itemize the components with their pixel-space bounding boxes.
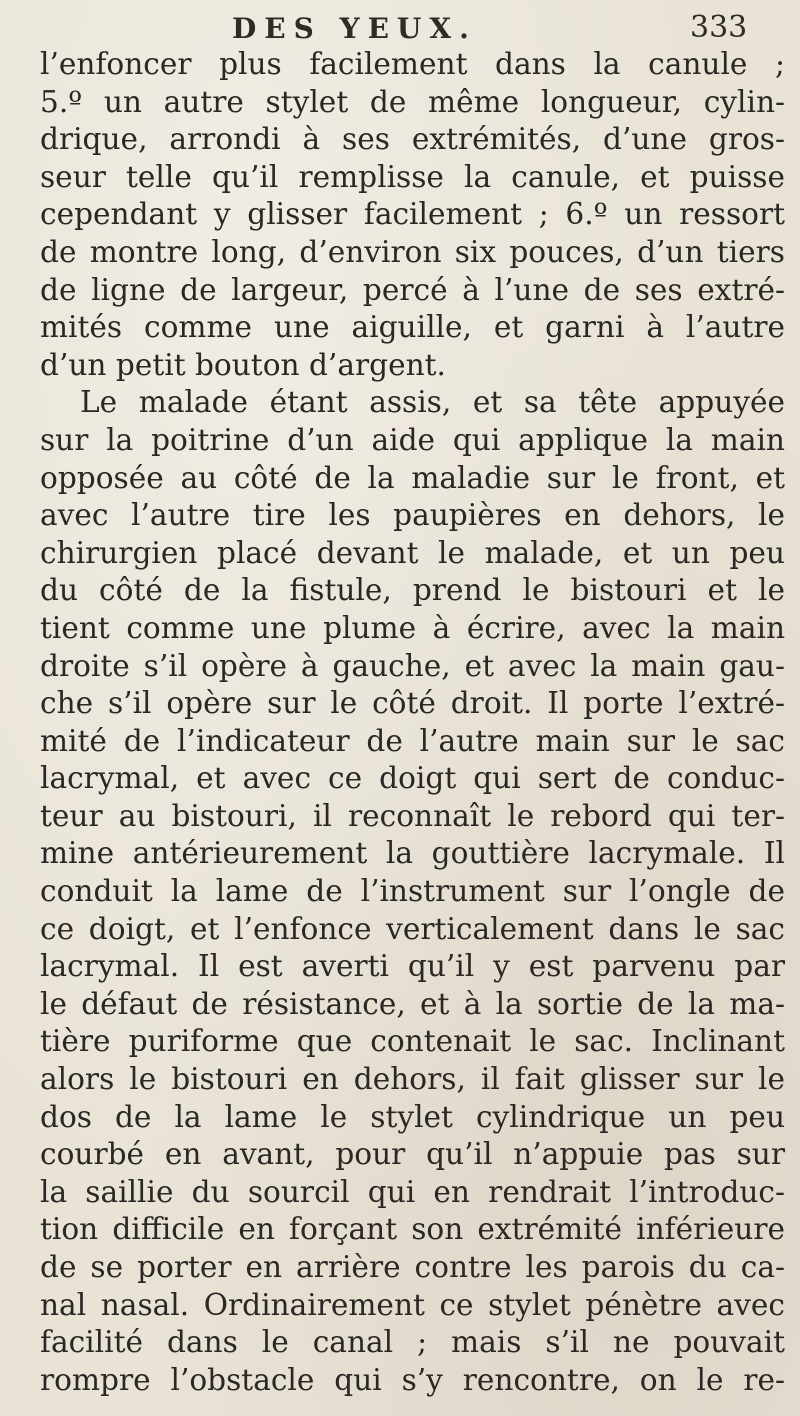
text-line: courbé en avant, pour qu’il n’appuie pas sur <box>40 1137 785 1172</box>
text-line: chirurgien placé devant le malade, et un peu <box>40 535 785 570</box>
text-line: mité de l’indicateur de l’autre main sur le sac <box>40 723 785 758</box>
text-line: cependant y glisser facilement ; 6.º un ressort <box>40 197 785 232</box>
text-line: tière puriforme que contenait le sac. Inclinant <box>40 1024 785 1059</box>
text-line: facilité dans le canal ; mais s’il ne pouvait <box>40 1325 785 1360</box>
running-title: DES YEUX. <box>232 12 477 45</box>
text-line: tion difficile en forçant son extrémité inférieure <box>40 1212 785 1247</box>
text-line: de se porter en arrière contre les parois du ca- <box>40 1250 785 1284</box>
text-line: mités comme une aiguille, et garni à l’autre <box>40 310 785 345</box>
text-line: teur au bistouri, il reconnaît le rebord qui ter- <box>40 798 785 833</box>
text-line: la saillie du sourcil qui en rendrait l’introduc- <box>40 1174 785 1209</box>
text-line: lacrymal, et avec ce doigt qui sert de conduc- <box>40 761 785 796</box>
running-head <box>0 8 800 48</box>
text-line: tient comme une plume à écrire, avec la main <box>40 610 785 645</box>
text-line: dos de la lame le stylet cylindrique un peu <box>40 1099 785 1134</box>
text-line: ce doigt, et l’enfonce verticalement dans le sac <box>40 911 785 946</box>
text-line: lacrymal. Il est averti qu’il y est parvenu par <box>40 949 785 984</box>
text-line: d’un petit bouton d’argent. <box>40 347 446 382</box>
text-line: droite s’il opère à gauche, et avec la main gau- <box>40 648 785 683</box>
text-line: che s’il opère sur le côté droit. Il porte l’extré- <box>40 686 785 721</box>
page-number: 333 <box>690 10 748 45</box>
paragraph-start-line: Le malade étant assis, et sa tête appuyée <box>80 385 785 420</box>
text-line: le défaut de résistance, et à la sortie de la ma- <box>40 986 785 1021</box>
text-line: de ligne de largeur, percé à l’une de ses extré- <box>40 272 785 307</box>
text-line: drique, arrondi à ses extrémités, d’une gros- <box>40 122 785 157</box>
text-line: conduit la lame de l’instrument sur l’ongle de <box>40 874 785 909</box>
body-text <box>40 46 785 1399</box>
text-line: de montre long, d’environ six pouces, d’un tiers <box>40 234 785 269</box>
text-line: avec l’autre tire les paupières en dehors, le <box>40 498 785 533</box>
text-line: nal nasal. Ordinairement ce stylet pénètre avec <box>40 1287 785 1322</box>
text-line: mine antérieurement la gouttière lacrymale. Il <box>40 836 785 871</box>
text-line: opposée au côté de la maladie sur le front, et <box>40 460 785 495</box>
text-line: sur la poitrine d’un aide qui applique la main <box>40 422 785 457</box>
text-line: l’enfoncer plus facilement dans la canule ; <box>40 47 785 81</box>
text-line: rompre l’obstacle qui s’y rencontre, on le re- <box>40 1362 785 1397</box>
text-line: du côté de la fistule, prend le bistouri et le <box>40 573 785 608</box>
text-line: seur telle qu’il remplisse la canule, et puisse <box>40 159 785 194</box>
text-line: 5.º un autre stylet de même longueur, cylin- <box>40 84 785 119</box>
text-line: alors le bistouri en dehors, il fait glisser sur le <box>40 1062 785 1097</box>
